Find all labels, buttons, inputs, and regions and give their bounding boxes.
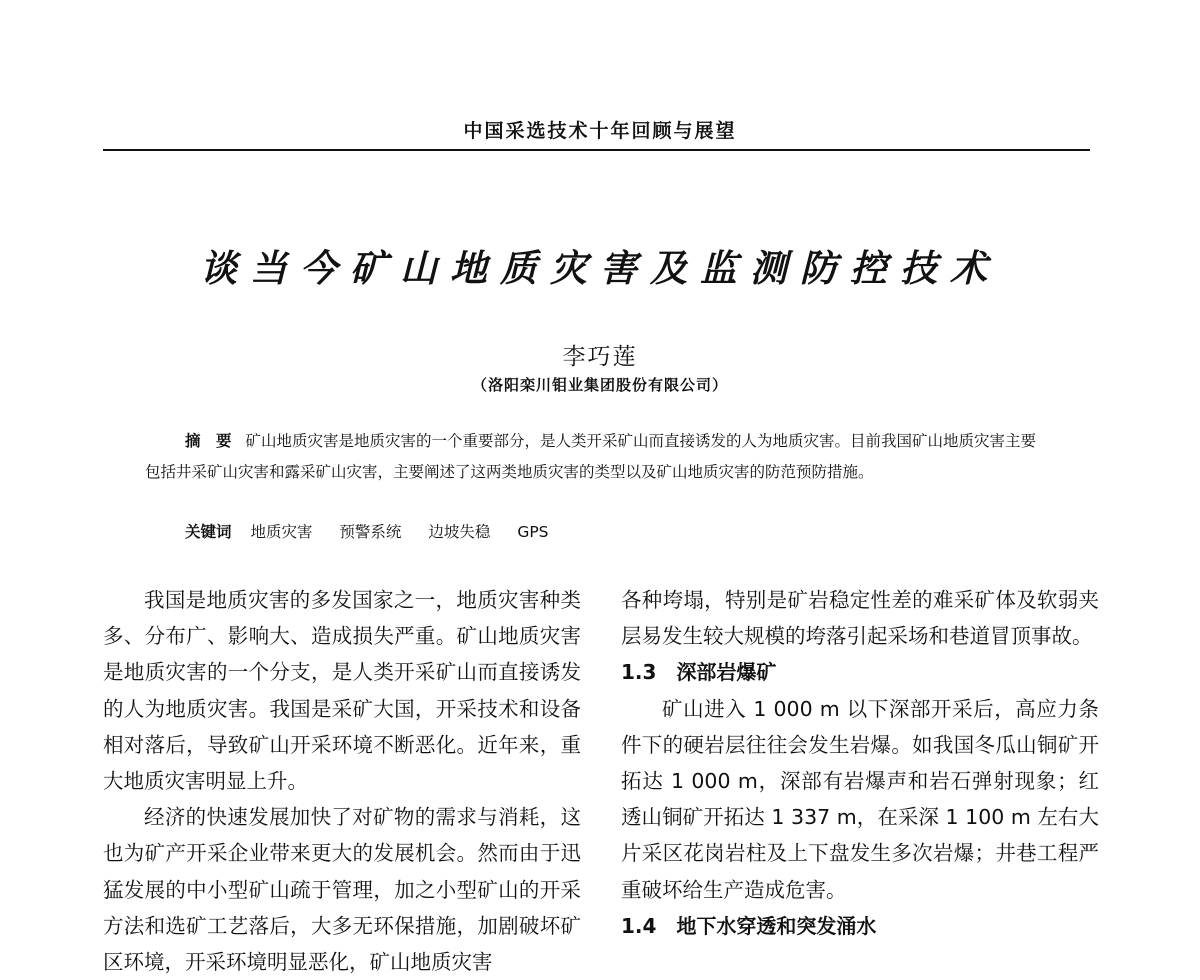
section-heading-1-4: [621, 908, 1099, 944]
body-paragraph: 经济的快速发展加快了对矿物的需求与消耗，这也为矿产开采企业带来更大的发展机会。然而由于迅猛发展的中小型矿山疏于管理，加之小型矿山的开采方法和选矿工艺落后，大多无环保措施，加剧破坏矿区环境，开采环境明显恶化，矿山地质灾害: [103, 805, 581, 975]
author-name: 李巧莲: [562, 344, 638, 370]
keyword: 地质灾害: [250, 523, 313, 541]
author-affiliation: （洛阳栾川钼业集团股份有限公司）: [471, 376, 728, 394]
section-title: 深部岩爆矿: [676, 660, 777, 685]
abstract-label: 摘 要: [185, 432, 232, 450]
paper-title: 谈当今矿山地质灾害及监测防控技术: [200, 246, 1000, 290]
section-heading-1-3: [621, 654, 1099, 690]
section-number: 1.4: [621, 913, 657, 938]
body-column-right: [621, 582, 1099, 944]
keywords-label: 关键词: [185, 523, 232, 541]
abstract: [145, 426, 1050, 488]
running-header: 中国采选技术十年回顾与展望: [463, 120, 737, 142]
body-paragraph: 我国是地质灾害的多发国家之一，地质灾害种类多、分布广、影响大、造成损失严重。矿山地质灾害是地质灾害的一个分支，是人类开采矿山而直接诱发的人为地质灾害。我国是采矿大国，开采技术和设备相对落后，导致矿山开采环境不断恶化。近年来，重大地质灾害明显上升。: [103, 588, 581, 794]
body-paragraph: 各种垮塌，特别是矿岩稳定性差的难采矿体及软弱夹层易发生较大规模的垮落引起采场和巷道冒顶事故。: [621, 588, 1099, 649]
body-paragraph: 矿山进入 1 000 m 以下深部开采后，高应力条件下的硬岩层往往会发生岩爆。如我国冬瓜山铜矿开拓达 1 000 m，深部有岩爆声和岩石弹射现象；红透山铜矿开拓达 1 337 m，在采深 1 100 m 左右大片采区花岗岩柱及上下盘发生多次岩爆；井巷工程严重破坏给生产造成危害。: [621, 696, 1099, 902]
keywords: [185, 520, 571, 544]
keyword: GPS: [517, 523, 549, 541]
abstract-text: 矿山地质灾害是地质灾害的一个重要部分，是人类开采矿山而直接诱发的人为地质灾害。目前我国矿山地质灾害主要包括井采矿山灾害和露采矿山灾害，主要阐述了这两类地质灾害的类型以及矿山地质灾害的防范预防措施。: [145, 432, 1037, 481]
header-rule: [103, 149, 1090, 151]
section-title: 地下水穿透和突发涌水: [676, 913, 877, 938]
keyword: 边坡失稳: [428, 523, 491, 541]
keyword: 预警系统: [339, 523, 402, 541]
section-number: 1.3: [621, 660, 657, 685]
body-column-left: [103, 582, 581, 980]
